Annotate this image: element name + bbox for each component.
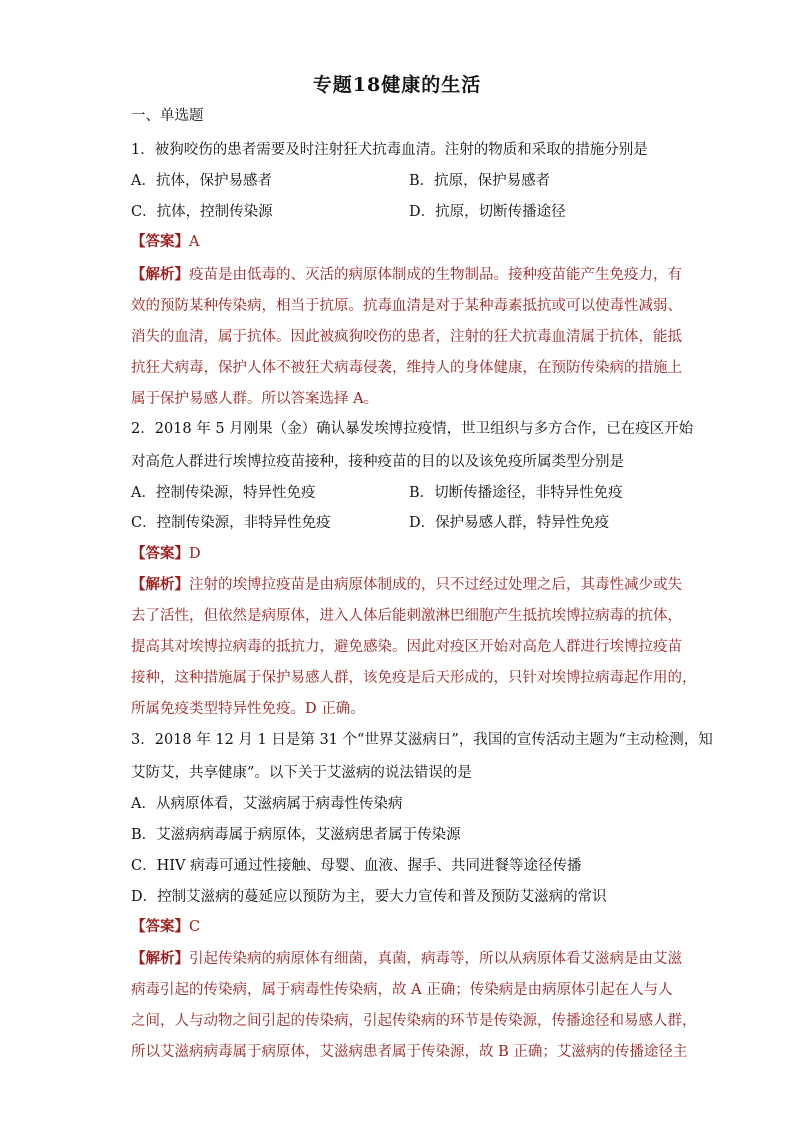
explanation-line: 疫苗是由低毒的、灭活的病原体制成的生物制品。接种疫苗能产生免疫力，有 (189, 267, 682, 283)
question-1-option-b: B．抗原，保护易感者 (409, 173, 551, 189)
question-2-explanation (131, 569, 697, 725)
section-heading: 一、单选题 (131, 108, 204, 124)
question-1-explanation (131, 259, 682, 415)
explanation-line: 所以艾滋病病毒属于病原体，艾滋病患者属于传染源，故 B 正确；艾滋病的传播途径主 (131, 1044, 688, 1060)
explanation-line: 之间，人与动物之间引起的传染病，引起传染病的环节是传染源，传播途径和易感人群， (131, 1013, 697, 1029)
explanation-line: 抗狂犬病毒，保护人体不被狂犬病毒侵袭，维持人的身体健康，在预防传染病的措施上 (131, 360, 682, 376)
explanation-tag: 【解析】 (131, 950, 189, 967)
answer-value: D (189, 546, 201, 562)
explanation-line: 属于保护易感人群。所以答案选择 A。 (131, 391, 379, 407)
question-1-option-d: D．抗原，切断传播途径 (409, 204, 566, 220)
question-3-explanation (131, 943, 697, 1068)
question-3-option-d: D．控制艾滋病的蔓延应以预防为主，要大力宣传和普及预防艾滋病的常识 (131, 889, 607, 905)
question-2-option-d: D．保护易感人群，特异性免疫 (409, 515, 610, 531)
question-3-stem-line-1: 3．2018 年 12 月 1 日是第 31 个“世界艾滋病日”，我国的宣传活动主题为“主动检测，知 (131, 732, 713, 748)
explanation-line: 消失的血清，属于抗体。因此被疯狗咬伤的患者，注射的狂犬抗毒血清属于抗体，能抵 (131, 329, 682, 345)
answer-value: C (189, 919, 201, 935)
question-2-stem-line-1: 2．2018 年 5 月刚果（金）确认暴发埃博拉疫情，世卫组织与多方合作，已在疫区开始 (131, 421, 694, 437)
explanation-line: 注射的埃博拉疫苗是由病原体制成的，只不过经过处理之后，其毒性减少或失 (189, 577, 682, 593)
question-2-option-c: C．控制传染源，非特异性免疫 (131, 515, 331, 531)
explanation-tag: 【解析】 (131, 576, 189, 593)
question-1-option-c: C．抗体，控制传染源 (131, 204, 273, 220)
explanation-line: 提高其对埃博拉病毒的抵抗力，避免感染。因此对疫区开始对高危人群进行埃博拉疫苗 (131, 639, 682, 655)
answer-tag: 【答案】 (131, 918, 189, 935)
answer-tag: 【答案】 (131, 233, 189, 250)
question-2-answer (131, 544, 201, 564)
explanation-line: 所属免疫类型特异性免疫。D 正确。 (131, 701, 365, 717)
question-3-option-a: A．从病原体看，艾滋病属于病毒性传染病 (131, 796, 403, 812)
question-3-option-c: C．HIV 病毒可通过性接触、母婴、血液、握手、共同进餐等途径传播 (131, 858, 582, 874)
question-3-answer (131, 917, 200, 937)
question-3-stem-line-2: 艾防艾，共享健康”。以下关于艾滋病的说法错误的是 (131, 765, 472, 781)
question-1-answer (131, 232, 199, 252)
question-2-option-a: A．控制传染源，特异性免疫 (131, 485, 316, 501)
explanation-line: 效的预防某种传染病，相当于抗原。抗毒血清是对于某种毒素抵抗或可以使毒性减弱、 (131, 298, 682, 314)
answer-value: A (189, 234, 200, 250)
question-2-option-b: B．切断传播途径，非特异性免疫 (409, 485, 623, 501)
question-1-option-a: A．抗体，保护易感者 (131, 173, 272, 189)
explanation-line: 接种，这种措施属于保护易感人群，该免疫是后天形成的，只针对埃博拉病毒起作用的， (131, 670, 697, 686)
answer-tag: 【答案】 (131, 545, 189, 562)
question-1-stem: 1．被狗咬伤的患者需要及时注射狂犬抗毒血清。注射的物质和采取的措施分别是 (131, 142, 648, 158)
explanation-line: 引起传染病的病原体有细菌，真菌，病毒等，所以从病原体看艾滋病是由艾滋 (189, 951, 682, 967)
explanation-line: 病毒引起的传染病，属于病毒性传染病，故 A 正确；传染病是由病原体引起在人与人 (131, 982, 673, 998)
question-2-stem-line-2: 对高危人群进行埃博拉疫苗接种，接种疫苗的目的以及该免疫所属类型分别是 (131, 454, 624, 470)
explanation-tag: 【解析】 (131, 266, 189, 283)
page-title: 专题18健康的生活 (312, 74, 482, 96)
explanation-line: 去了活性，但依然是病原体，进入人体后能刺激淋巴细胞产生抵抗埃博拉病毒的抗体， (131, 608, 682, 624)
question-3-option-b: B．艾滋病病毒属于病原体，艾滋病患者属于传染源 (131, 827, 461, 843)
